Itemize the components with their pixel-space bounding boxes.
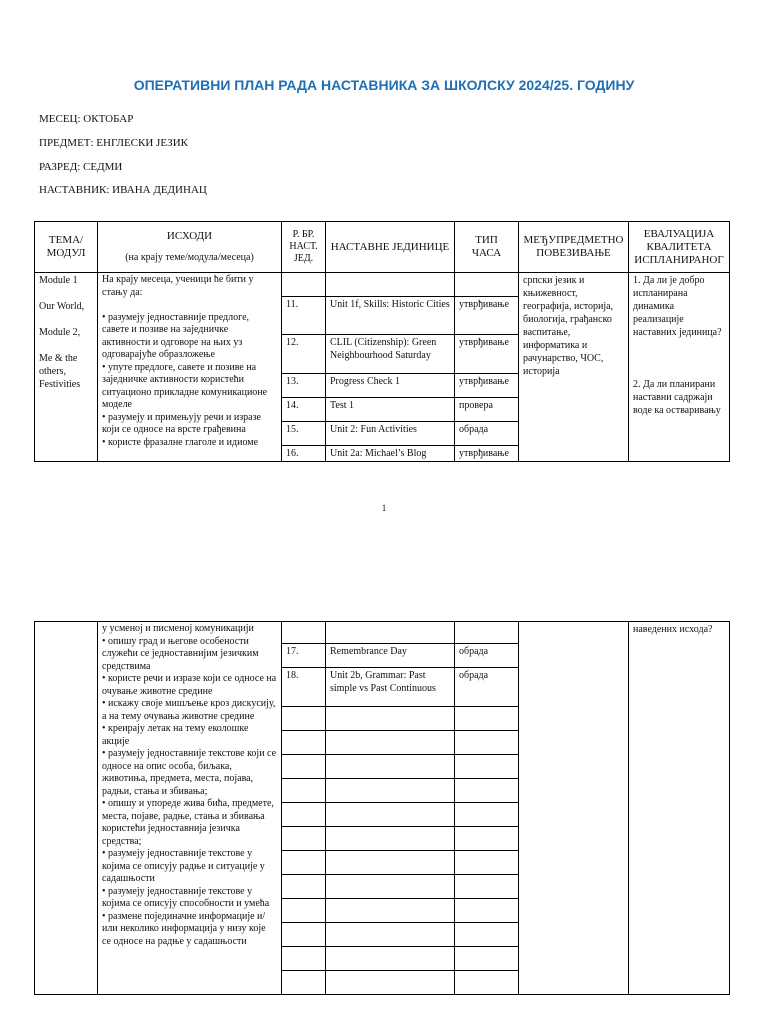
lesson-unit: [326, 707, 455, 731]
lesson-type: обрада: [455, 668, 519, 707]
lesson-number: 12.: [282, 335, 326, 374]
theme-cell-continued: [35, 622, 98, 995]
lesson-number: [282, 779, 326, 803]
lesson-unit: [326, 851, 455, 875]
lesson-unit: [326, 971, 455, 995]
table-row: [35, 622, 730, 644]
lesson-number: [282, 923, 326, 947]
lesson-number: [282, 731, 326, 755]
lesson-number: [282, 899, 326, 923]
lesson-type: [455, 731, 519, 755]
lesson-number: [282, 273, 326, 297]
lesson-unit: Unit 2b, Grammar: Past simple vs Past Continuous: [326, 668, 455, 707]
header-type: ТИП ЧАСА: [455, 222, 519, 273]
lesson-number: [282, 827, 326, 851]
lesson-type: обрада: [455, 422, 519, 446]
lesson-type: утврђивање: [455, 335, 519, 374]
lesson-number: [282, 622, 326, 644]
lesson-number: 11.: [282, 297, 326, 335]
meta-month: МЕСЕЦ: ОКТОБАР: [39, 113, 134, 125]
page-number: 1: [381, 503, 387, 513]
lesson-unit: [326, 827, 455, 851]
lesson-unit: Unit 2a: Michael’s Blog: [326, 446, 455, 462]
cross-curricular-cell-continued: [519, 622, 629, 995]
document-title: ОПЕРАТИВНИ ПЛАН РАДА НАСТАВНИКА ЗА ШКОЛСКУ 2024/25. ГОДИНУ: [133, 77, 635, 93]
lesson-type: [455, 803, 519, 827]
lesson-type: [455, 923, 519, 947]
lesson-unit: [326, 803, 455, 827]
meta-subject: ПРЕДМЕТ: ЕНГЛЕСКИ ЈЕЗИК: [39, 137, 188, 149]
theme-cell: Module 1 Our World, Module 2, Me & the others, Festivities: [35, 273, 98, 462]
outcomes-cell-continued: у усменој и писменој комуникацији • опишу град и његове особености служећи се једноставнијим језичким средствима • користе речи и изразе који се односе на очување животне средине • искажу своје мишљење кроз дискусију, а на тему очувања животне средине • креирају летак на тему еколошке акције • разумеју једноставније текстове који се односе на опис особа, биљака, животиња, предмета, места, појава, радњи, стања и збивања; • опишу и упореде жива бића, предмете, места, појаве, радње, стања и збивања користећи једноставнија језичка средства; • разумеју једноставније текстове у којима се описују радње и ситуације у садашњости • разумеју једноставније текстове у којима се описују способности и умећа • размене појединачне информације и/или неколико информација у низу које се односе на радње у садашњости: [98, 622, 282, 995]
lesson-unit: CLIL (Citizenship): Green Neighbourhood Saturday: [326, 335, 455, 374]
lesson-type: [455, 273, 519, 297]
table-row: [35, 273, 730, 297]
lesson-unit: [326, 875, 455, 899]
lesson-type: утврђивање: [455, 446, 519, 462]
cross-curricular-cell: српски језик и књижевност, географија, историја, биологија, грађанско васпитање, информатика и рачунарство, ЧОС, историја: [519, 273, 629, 462]
lesson-number: 13.: [282, 374, 326, 398]
lesson-unit: [326, 923, 455, 947]
lesson-number: [282, 875, 326, 899]
lesson-type: обрада: [455, 644, 519, 668]
lesson-type: [455, 779, 519, 803]
lesson-unit: [326, 779, 455, 803]
header-outcomes-title: ИСХОДИ: [166, 230, 213, 242]
lesson-number: [282, 947, 326, 971]
lesson-unit: [326, 899, 455, 923]
outcomes-cell: На крају месеца, ученици ће бити у стању да: • разумеју једноставније предлоге, савете и позиве на заједничке активности и одговоре на њих уз одговарајуће образложење • упуте предлоге, савете и позиве на заједничке активности користећи ситуационо прикладне комуникационе моделе • разумеју и примењују речи и изразе који се односе на врсте грађевина • користе фразалне глаголе и идиоме: [98, 273, 282, 462]
table-header-row: [35, 222, 730, 273]
lesson-type: [455, 827, 519, 851]
lesson-unit: [326, 731, 455, 755]
lesson-unit: [326, 622, 455, 644]
lesson-number: 16.: [282, 446, 326, 462]
plan-table-page2: [34, 621, 730, 995]
plan-table-page1: [34, 221, 730, 462]
evaluation-cell-continued: наведених исхода?: [629, 622, 730, 995]
lesson-type: [455, 875, 519, 899]
lesson-unit: [326, 947, 455, 971]
lesson-type: [455, 622, 519, 644]
lesson-number: [282, 851, 326, 875]
meta-teacher: НАСТАВНИК: ИВАНА ДЕДИНАЦ: [39, 184, 207, 196]
header-outcomes: [98, 222, 282, 273]
header-eval: ЕВАЛУАЦИЈА КВАЛИТЕТА ИСПЛАНИРАНОГ: [629, 222, 730, 273]
lesson-type: провера: [455, 398, 519, 422]
lesson-unit: [326, 755, 455, 779]
lesson-unit: Test 1: [326, 398, 455, 422]
lesson-type: [455, 947, 519, 971]
lesson-unit: Progress Check 1: [326, 374, 455, 398]
lesson-number: [282, 755, 326, 779]
lesson-type: утврђивање: [455, 374, 519, 398]
lesson-number: 15.: [282, 422, 326, 446]
lesson-type: утврђивање: [455, 297, 519, 335]
lesson-type: [455, 899, 519, 923]
lesson-number: [282, 803, 326, 827]
meta-grade: РАЗРЕД: СЕДМИ: [39, 161, 123, 173]
lesson-unit: Unit 1f, Skills: Historic Cities: [326, 297, 455, 335]
lesson-number: 14.: [282, 398, 326, 422]
evaluation-cell: 1. Да ли је добро испланирана динамика реализације наставних јединица? 2. Да ли планирани наставни садржаји воде ка остваривању: [629, 273, 730, 462]
header-outcomes-sub: (на крају теме/модула/месеца): [125, 252, 254, 263]
lesson-unit: Unit 2: Fun Activities: [326, 422, 455, 446]
header-units: НАСТАВНЕ ЈЕДИНИЦЕ: [326, 222, 455, 273]
lesson-unit: [326, 273, 455, 297]
lesson-unit: Remembrance Day: [326, 644, 455, 668]
lesson-number: 17.: [282, 644, 326, 668]
header-cross: МЕЂУПРЕДМЕТНО ПОВЕЗИВАЊЕ: [519, 222, 629, 273]
header-theme: ТЕМА/ МОДУЛ: [35, 222, 98, 273]
lesson-type: [455, 971, 519, 995]
lesson-type: [455, 707, 519, 731]
lesson-number: [282, 971, 326, 995]
header-num: Р. БР. НАСТ. ЈЕД.: [282, 222, 326, 273]
lesson-type: [455, 851, 519, 875]
lesson-number: [282, 707, 326, 731]
lesson-type: [455, 755, 519, 779]
lesson-number: 18.: [282, 668, 326, 707]
